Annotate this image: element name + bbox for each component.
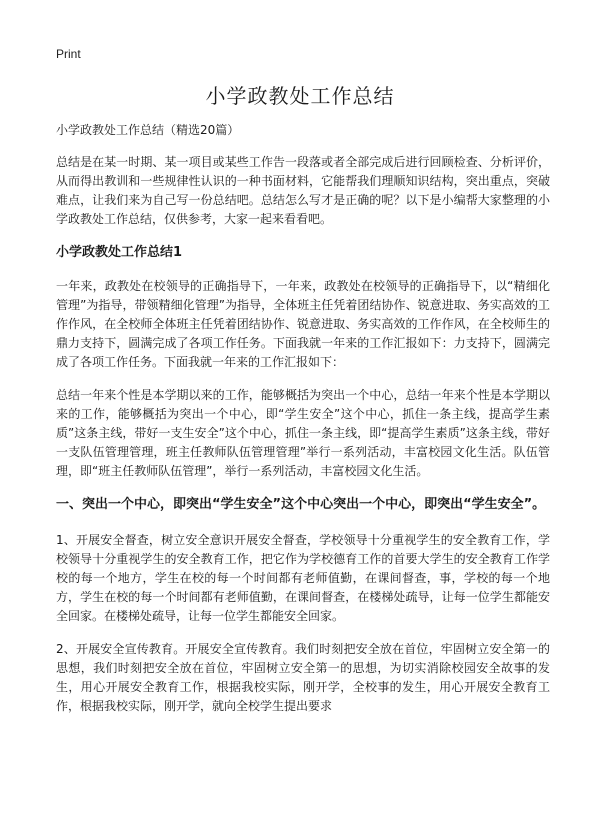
page-title: 小学政教处工作总结 (205, 84, 395, 108)
section-heading-1: 小学政教处工作总结1 (56, 245, 183, 260)
print-link[interactable]: Print (56, 47, 81, 61)
list-item-1: 1、开展安全督查，树立安全意识开展安全督查，学校领导十分重视学生的安全教育工作，学校领导十分重视学生的安全教育工作，把它作为学校德育工作的首要大学生的安全教育工作学校的每一个地方，学生在校的每一个时间都有老师值勤，在课间督查，事，学校的每一个地方，学生在校的每一个时间都有老师值勤，在课间督查，在楼梯处疏导，让每一位学生都能安全回家。在楼梯处疏导，让每一位学生都能安全回家。 (56, 533, 550, 623)
major-heading-1: 一、突出一个中心，即突出“学生安全”这个中心突出一个中心，即突出“学生安全”。 (56, 497, 546, 512)
section1-paragraph-1: 一年来，政教处在校领导的正确指导下，一年来，政教处在校领导的正确指导下，以“精细化管理”为指导，带领精细化管理”为指导，全体班主任凭着团结协作、锐意进取、务实高效的工作作风，在全校师全体班主任凭着团结协作、锐意进取、务实高效的工作作风，在全校师生的鼎力支持下，圆满完成了各项工作任务。下面我就一年来的工作汇报如下：力支持下，圆满完成了各项工作任务。下面我就一年来的工作汇报如下： (56, 279, 550, 369)
document-body (56, 121, 550, 730)
document-subtitle: 小学政教处工作总结（精选20篇） (56, 123, 240, 137)
list-item-2: 2、开展安全宣传教育。开展安全宣传教育。我们时刻把安全放在首位，牢固树立安全第一的思想，我们时刻把安全放在首位，牢固树立安全第一的思想，为切实消除校园安全故事的发生，用心开展安全教育工作，根据我校实际，刚开学，全校事的发生，用心开展安全教育工作，根据我校实际，刚开学，就向全校学生提出要求 (56, 642, 550, 713)
intro-paragraph: 总结是在某一时期、某一项目或某些工作告一段落或者全部完成后进行回顾检查、分析评价，从而得出教训和一些规律性认识的一种书面材料，它能帮我们理顺知识结构，突出重点，突破难点，让我们来为自己写一份总结吧。总结怎么写才是正确的呢？以下是小编帮大家整理的小学政教处工作总结，仅供参考，大家一起来看看吧。 (56, 155, 550, 226)
section1-paragraph-2: 总结一年来个性是本学期以来的工作，能够概括为突出一个中心，总结一年来个性是本学期以来的工作，能够概括为突出一个中心，即“学生安全”这个中心，抓住一条主线，提高学生素质”这条主线，带好一支生安全”这个中心，抓住一条主线，即“提高学生素质”这条主线，带好一支队伍管理管理，班主任教师队伍管理管理”举行一系列活动，丰富校园文化生活。队伍管理，即“班主任教师队伍管理”，举行一系列活动，丰富校园文化生活。 (56, 388, 550, 478)
